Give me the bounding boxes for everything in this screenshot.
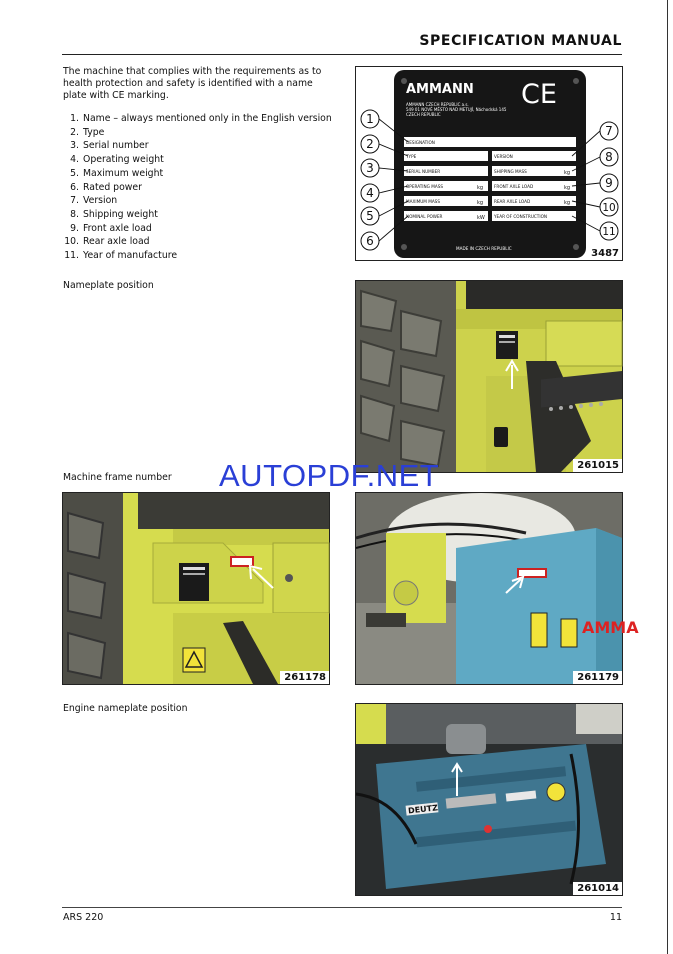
list-item: 5. Maximum weight	[70, 167, 164, 179]
figure-number: 261015	[573, 459, 622, 472]
figure-number: 261014	[573, 882, 622, 895]
list-item: 10. Rear axle load	[64, 236, 150, 248]
caption-nameplate-position: Nameplate position	[63, 280, 154, 291]
list-item: 7. Version	[70, 195, 118, 207]
list-item: 2. Type	[70, 126, 105, 138]
frame-number-label	[231, 557, 253, 566]
ce-mark: CE	[521, 79, 557, 110]
field-shipping-mass: SHIPPING MASS	[494, 169, 527, 174]
caption-machine-frame-number: Machine frame number	[63, 472, 172, 483]
page-header-title: SPECIFICATION MANUAL	[419, 33, 622, 49]
unit-kw: kW	[477, 215, 485, 221]
photo-engine-nameplate	[355, 703, 623, 896]
header-rule	[62, 54, 622, 55]
photo-frame-number-left	[62, 492, 330, 685]
nameplate-brand: AMMANN	[406, 82, 474, 97]
callout-10: 10	[602, 202, 616, 214]
callout-7: 7	[605, 124, 613, 138]
unit-kg: kg	[564, 200, 571, 206]
field-type: TYPE	[406, 154, 417, 159]
nameplate-items-list	[63, 112, 332, 263]
photo-nameplate-position	[355, 280, 623, 473]
frame-number-label	[518, 569, 546, 577]
callout-5: 5	[366, 209, 374, 223]
footer-rule	[62, 907, 622, 908]
nameplate-company-line1: AMMANN CZECH REPUBLIC a.s.	[406, 102, 469, 107]
field-designation: DESIGNATION	[406, 140, 435, 145]
field-year-of-construction: YEAR OF CONSTRUCTION	[494, 214, 548, 219]
nameplate-figure	[355, 66, 623, 261]
list-item: 9. Front axle load	[70, 222, 152, 234]
callout-6: 6	[366, 234, 374, 248]
engine-brand-text: DEUTZ	[407, 803, 439, 816]
field-nominal-power: NOMINAL POWER	[406, 214, 443, 219]
callout-9: 9	[605, 176, 613, 190]
list-item: 11. Year of manufacture	[64, 250, 178, 262]
list-item: 6. Rated power	[70, 181, 142, 193]
footer-page-number: 11	[609, 912, 622, 923]
callout-4: 4	[366, 186, 374, 200]
photo-frame-number-right	[355, 492, 639, 685]
callout-3: 3	[366, 161, 374, 175]
unit-kg: kg	[477, 200, 484, 206]
watermark-text: AUTOPDF.NET	[219, 458, 440, 493]
field-serial-number: SERIAL NUMBER	[406, 169, 441, 174]
nameplate-company-line3: CZECH REPUBLIC	[406, 112, 441, 117]
list-item: 1. Name – always mentioned only in the English version	[70, 113, 332, 124]
unit-kg: kg	[564, 170, 571, 176]
callout-8: 8	[605, 150, 613, 164]
figure-number: 261178	[280, 671, 329, 684]
list-item: 8. Shipping weight	[70, 208, 158, 220]
field-maximum-mass: MAXIMUM MASS	[406, 199, 440, 204]
field-operating-mass: OPERATING MASS	[406, 184, 444, 189]
field-version: VERSION	[494, 154, 513, 159]
nameplate-plate	[394, 70, 586, 258]
made-in-label: MADE IN CZECH REPUBLIC	[456, 246, 512, 251]
field-rear-axle-load: REAR AXLE LOAD	[494, 199, 531, 204]
figure-number: 261179	[573, 671, 622, 684]
intro-paragraph: The machine that complies with the requirements as to health protection and safety is identified with a name plate with CE marking.	[63, 66, 322, 102]
callout-11: 11	[602, 226, 616, 238]
callout-1: 1	[366, 112, 374, 126]
nameplate-company-line2: 549 01 NOVÉ MĚSTO NAD METUJÍ, Náchodská 145	[406, 107, 507, 112]
footer-model: ARS 220	[63, 912, 104, 923]
field-front-axle-load: FRONT AXLE LOAD	[494, 184, 534, 189]
caption-engine-nameplate-position: Engine nameplate position	[63, 703, 188, 714]
unit-kg: kg	[564, 185, 571, 191]
list-item: 3. Serial number	[70, 140, 149, 152]
unit-kg: kg	[477, 185, 484, 191]
callout-2: 2	[366, 137, 374, 151]
frame-brand-text: AMMA	[582, 618, 639, 637]
figure-number: 3487	[587, 247, 622, 260]
list-item: 4. Operating weight	[70, 154, 164, 166]
page-edge-line	[667, 0, 668, 954]
